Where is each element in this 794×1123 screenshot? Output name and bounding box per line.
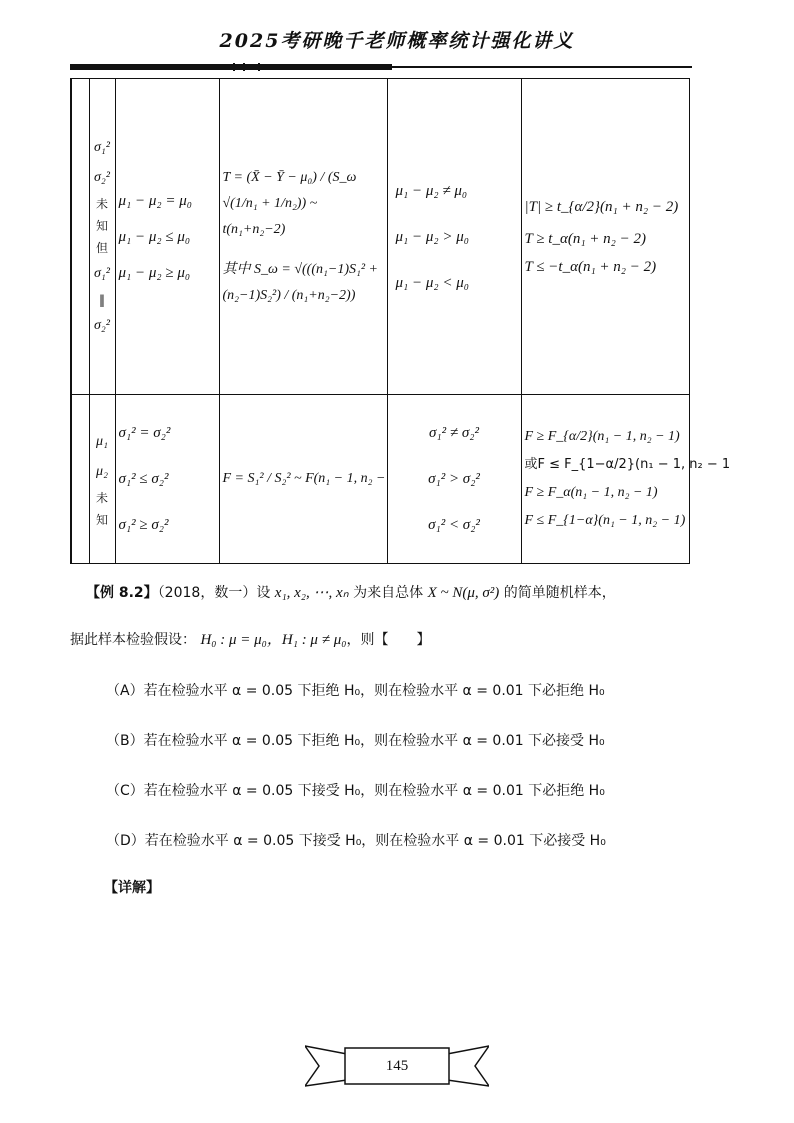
example-text: ，则【 】: [346, 632, 431, 648]
null-hypothesis-cell: [115, 395, 219, 564]
null-hypothesis-cell: [115, 79, 219, 395]
explanation-label: 【详解】: [104, 880, 160, 896]
rejection-line: F ≥ F_α(n₁ − 1, n₂ − 1): [524, 485, 658, 500]
sample-notation: x₁, x₂, ⋯, xₙ: [274, 585, 349, 601]
h0-line: μ₁ − μ₂ ≤ μ₀: [118, 228, 191, 245]
example-text: 设: [256, 585, 271, 601]
h1-line: σ₁² < σ₂²: [428, 517, 480, 533]
rejection-line: T ≥ t_α(n₁ + n₂ − 2): [524, 230, 647, 247]
example-text: 为来自总体: [353, 585, 424, 601]
header-rule-tick: [243, 63, 245, 71]
h1-line: μ₁ − μ₂ ≠ μ₀: [395, 182, 468, 199]
option-b: （B）若在检验水平 α = 0.05 下拒绝 H₀，则在检验水平 α = 0.01 下必接受 H₀: [106, 733, 605, 749]
example-line-2: [70, 628, 430, 649]
pooled-sd-formula: 其中 S_ω = √(((n₁−1)S₁² + (n₂−1)S₂²) / (n₁+n₂−2)): [222, 261, 378, 303]
h1-line: σ₁² ≠ σ₂²: [429, 425, 479, 441]
hypothesis-notation: H₀ : μ = μ₀，H₁ : μ ≠ μ₀: [200, 632, 347, 648]
example-source: （2018，数一）: [157, 585, 257, 601]
header-rule-tick: [258, 63, 260, 71]
header-rule-tick: [233, 63, 235, 71]
statistic-cell: [219, 395, 387, 564]
table-row: [71, 79, 689, 395]
h0-line: σ₁² ≤ σ₂²: [118, 471, 169, 487]
rejection-region-cell: [521, 395, 731, 564]
alt-hypothesis-cell: [387, 395, 521, 564]
example-text: 的简单随机样本，: [503, 585, 616, 601]
option-a: （A）若在检验水平 α = 0.05 下拒绝 H₀，则在检验水平 α = 0.01 下必拒绝 H₀: [106, 683, 605, 699]
header-rule-thick: [70, 64, 392, 70]
h1-line: σ₁² > σ₂²: [428, 471, 480, 487]
page-number: 145: [385, 1058, 409, 1074]
condition-cell: σ₁² σ₂² 未 知 但 σ₁² ‖ σ₂²: [89, 79, 115, 395]
example-text: 据此样本检验假设：: [70, 632, 196, 648]
h1-line: μ₁ − μ₂ > μ₀: [395, 228, 469, 245]
h0-line: μ₁ − μ₂ ≥ μ₀: [118, 264, 191, 281]
rejection-line: T ≤ −t_α(n₁ + n₂ − 2): [524, 258, 657, 275]
statistic-cell: [219, 79, 387, 395]
h1-line: μ₁ − μ₂ < μ₀: [395, 274, 469, 291]
alt-hypothesis-cell: [387, 79, 521, 395]
example-label: 【例 8.2】: [86, 585, 158, 601]
t-statistic-formula: T = (X̄ − Ȳ − μ₀) / (S_ω √(1/n₁ + 1/n₂)) ~ t(n₁+n₂−2): [222, 169, 357, 237]
h0-line: σ₁² = σ₂²: [118, 425, 171, 441]
rejection-line: F ≤ F_{1−α}(n₁ − 1, n₂ − 1): [524, 513, 686, 528]
rejection-line: F ≥ F_{α/2}(n₁ − 1, n₂ − 1): [524, 429, 680, 444]
condition-cell: μ₁ μ₂ 未 知: [89, 395, 115, 564]
population-notation: X ~ N(μ, σ²): [427, 585, 500, 601]
option-d: （D）若在检验水平 α = 0.05 下接受 H₀，则在检验水平 α = 0.01 下必接受 H₀: [106, 833, 606, 849]
table-margin-cell: [71, 79, 89, 395]
page-header-title: 2025考研晚千老师概率统计强化讲义: [219, 30, 575, 52]
rejection-region-cell: [521, 79, 689, 395]
example-line-1: [86, 582, 616, 602]
header-rule-thin: [392, 66, 692, 68]
rejection-line: 或F ≤ F_{1−α/2}(n₁ − 1, n₂ − 1: [524, 457, 731, 472]
h0-line: μ₁ − μ₂ = μ₀: [118, 192, 192, 209]
f-statistic-formula: F = S₁² / S₂² ~ F(n₁ − 1, n₂ −: [222, 471, 386, 486]
table-margin-cell: [71, 395, 89, 564]
option-c: （C）若在检验水平 α = 0.05 下接受 H₀，则在检验水平 α = 0.01 下必拒绝 H₀: [106, 783, 605, 799]
table-row: [71, 395, 689, 564]
hypothesis-test-table: [70, 78, 731, 564]
h0-line: σ₁² ≥ σ₂²: [118, 517, 169, 533]
rejection-line: |T| ≥ t_{α/2}(n₁ + n₂ − 2): [524, 198, 679, 215]
